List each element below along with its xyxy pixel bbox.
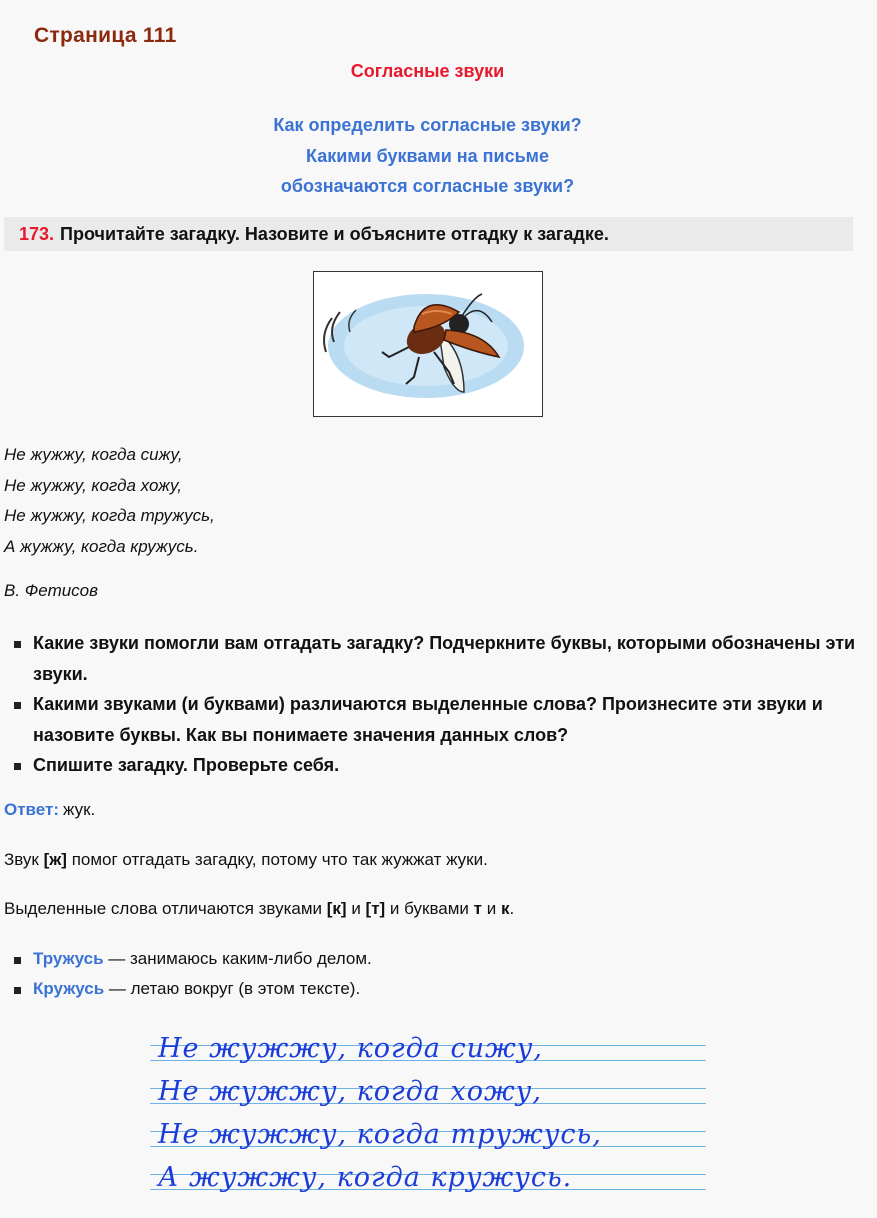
text-fragment: и буквами [385,899,474,918]
sound-notation: [ж] [43,850,67,869]
question-line: Какими буквами на письме [305,145,550,166]
handwritten-copy [150,1025,706,1197]
answer-text: жук. [63,800,96,819]
task-questions-list [14,628,859,781]
text-fragment: и [481,899,501,918]
text-fragment: . [509,899,515,918]
page-title: Страница 111 [34,24,177,47]
list-item: Спишите загадку. Проверьте себя. [14,750,859,781]
text-fragment: Звук [4,850,44,869]
handwritten-line: Не жужжу, когда тружусь, [158,1119,602,1150]
letter: т [473,899,482,918]
poem-line: Не жужжу, когда тружусь, [4,506,215,525]
answer [4,800,95,820]
sound-notation: [т] [365,899,386,918]
task-number: 173. [19,224,55,244]
text-fragment: и [346,899,366,918]
topic-title: Согласные звуки [350,61,505,81]
difference-explanation [4,899,514,919]
answer-label: Ответ: [4,800,59,819]
text-fragment: Выделенные слова отличаются звуками [4,899,327,918]
list-item: Какими звуками (и буквами) различаются выделенные слова? Произнесите эти звуки и назовите буквы. Как вы понимаете значения данных слов? [14,689,859,750]
poem-line: Не жужжу, когда хожу, [4,475,183,495]
text-fragment: помог отгадать загадку, потому что так жужжат жуки. [66,850,488,869]
list-item [14,974,854,1004]
lesson-questions [0,110,855,202]
question-line: обозначаются согласные звуки? [280,176,575,196]
beetle-illustration [313,271,543,417]
handwritten-line: А жужжу, когда кружусь. [158,1162,573,1193]
poem-line: Не жужжу, когда сижу, [4,445,183,464]
task-text: Прочитайте загадку. Назовите и объясните отгадку к загадке. [60,224,609,244]
letter: к [500,899,510,918]
defined-word: Кружусь [33,979,105,998]
poem-line: А жужжу, когда кружусь. [4,536,199,556]
riddle-poem [4,440,215,562]
list-item: Какие звуки помогли вам отгадать загадку? Подчеркните буквы, которыми обозначены эти звуки. [14,628,859,689]
poem-author: В. Фетисов [4,581,99,600]
task-header [4,217,853,251]
definitions-list [14,944,854,1004]
question-line: Как определить согласные звуки? [273,115,582,135]
definition-text: — занимаюсь каким-либо делом. [103,949,372,968]
beetle-icon [314,272,542,416]
defined-word: Тружусь [33,949,104,968]
list-item [14,944,854,974]
sound-notation: [к] [326,899,347,918]
handwritten-line: Не жужжу, когда сижу, [158,1033,543,1064]
sound-explanation [4,850,488,870]
definition-text: — летаю вокруг (в этом тексте). [104,979,361,998]
handwritten-line: Не жужжу, когда хожу, [158,1076,542,1107]
